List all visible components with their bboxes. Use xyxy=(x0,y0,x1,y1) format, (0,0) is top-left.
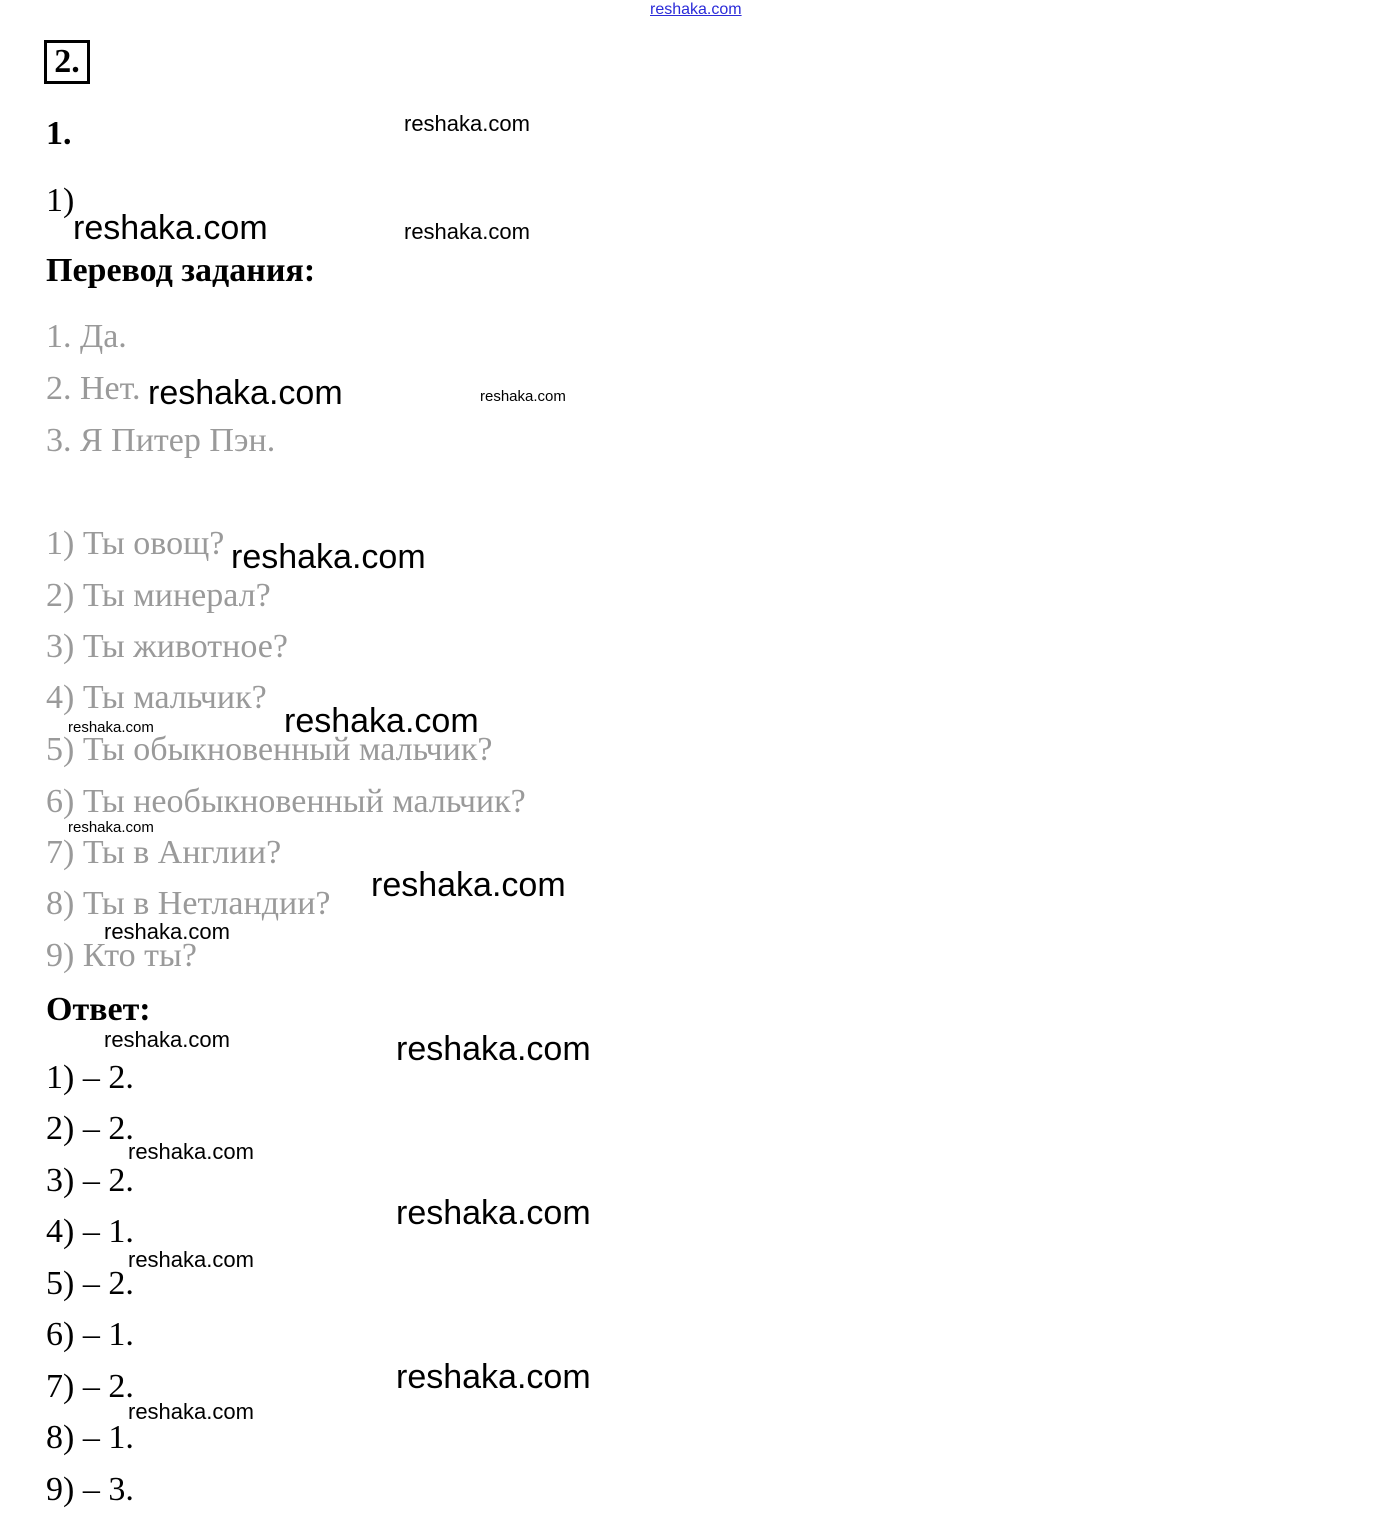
question-line: 3) Ты животное? xyxy=(46,628,288,665)
question-line: 6) Ты необыкновенный мальчик? xyxy=(46,783,526,820)
watermark: reshaka.com xyxy=(148,374,343,412)
question-line: 1) Ты овощ? xyxy=(46,525,225,562)
watermark: reshaka.com xyxy=(396,1358,591,1396)
answer-line: 3) – 2. xyxy=(46,1162,134,1199)
watermark: reshaka.com xyxy=(104,919,230,944)
watermark: reshaka.com xyxy=(396,1030,591,1068)
site-link[interactable]: reshaka.com xyxy=(650,1,742,18)
answer-line: 9) – 3. xyxy=(46,1471,134,1508)
answer-line: 7) – 2. xyxy=(46,1368,134,1405)
sub-task-number: 1. xyxy=(46,115,72,152)
watermark: reshaka.com xyxy=(231,538,426,576)
translation-line: 2. Нет. xyxy=(46,370,141,407)
answer-line: 1) – 2. xyxy=(46,1059,134,1096)
question-line: 2) Ты минерал? xyxy=(46,577,271,614)
question-line: 8) Ты в Нетландии? xyxy=(46,885,331,922)
answer-line: 5) – 2. xyxy=(46,1265,134,1302)
task-number: 2. xyxy=(54,43,80,80)
translation-line: 3. Я Питер Пэн. xyxy=(46,422,276,459)
watermark: reshaka.com xyxy=(128,1247,254,1272)
watermark: reshaka.com xyxy=(396,1194,591,1232)
question-line: 7) Ты в Англии? xyxy=(46,834,282,871)
watermark: reshaka.com xyxy=(371,866,566,904)
question-line: 5) Ты обыкновенный мальчик? xyxy=(46,731,493,768)
watermark: reshaka.com xyxy=(404,219,530,244)
task-number-box xyxy=(44,40,90,84)
answer-line: 6) – 1. xyxy=(46,1316,134,1353)
answer-line: 4) – 1. xyxy=(46,1213,134,1250)
answer-line: 8) – 1. xyxy=(46,1419,134,1456)
sub-item-label: 1) xyxy=(46,182,75,219)
translation-heading: Перевод задания: xyxy=(46,252,316,289)
watermark: reshaka.com xyxy=(128,1399,254,1424)
watermark: reshaka.com xyxy=(68,819,154,836)
watermark: reshaka.com xyxy=(284,702,479,740)
question-line: 9) Кто ты? xyxy=(46,937,197,974)
watermark: reshaka.com xyxy=(480,388,566,405)
watermark: reshaka.com xyxy=(73,209,268,247)
watermark: reshaka.com xyxy=(128,1139,254,1164)
watermark: reshaka.com xyxy=(104,1027,230,1052)
question-line: 4) Ты мальчик? xyxy=(46,679,267,716)
translation-line: 1. Да. xyxy=(46,318,127,355)
answer-heading: Ответ: xyxy=(46,991,151,1028)
watermark: reshaka.com xyxy=(404,111,530,136)
watermark: reshaka.com xyxy=(68,719,154,736)
answer-line: 2) – 2. xyxy=(46,1110,134,1147)
